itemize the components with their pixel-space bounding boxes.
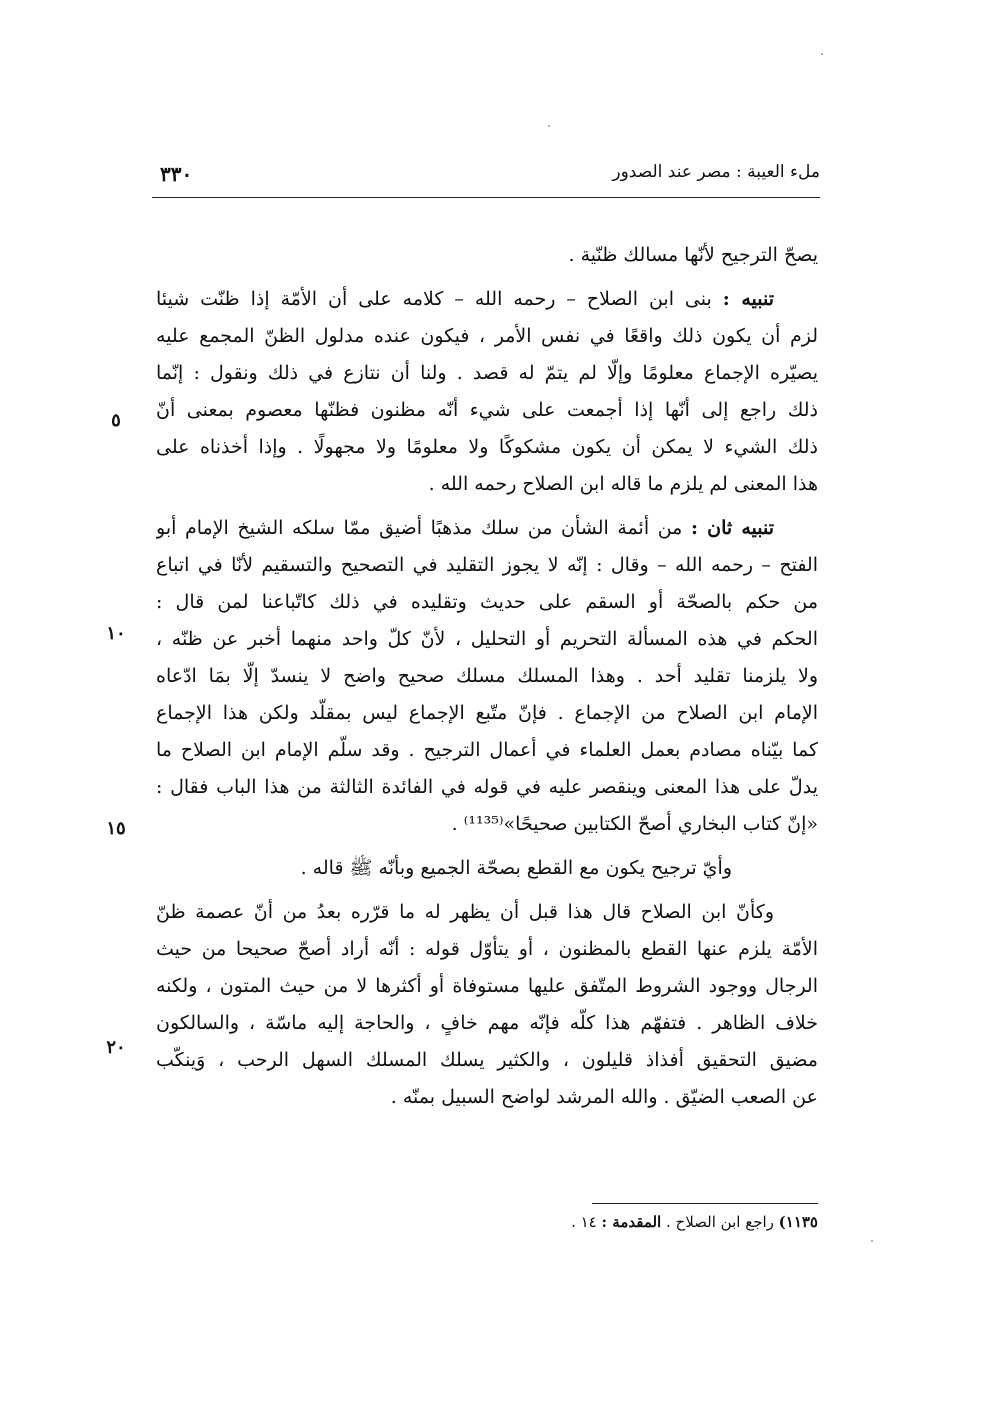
line-text: لزم أن يكون ذلك واقعًا في نفس الأمر ، فيكون عنده مدلول الظنّ المجمع عليه: [156, 325, 818, 347]
text-line: [156, 621, 818, 658]
running-header: [160, 162, 820, 188]
line-text: وكأنّ ابن الصلاح قال هذا قبل أن يظهر له ما قرّره بعدُ من أنّ عصمة ظنّ: [156, 901, 774, 923]
line-text: يدلّ على هذا المعنى وينقصر عليه في قوله في الفائدة الثالثة من هذا الباب فقال :: [156, 776, 818, 798]
text-line: [156, 1005, 818, 1042]
paragraph-gap: [156, 503, 818, 510]
text-line: [156, 894, 818, 931]
line-text: الأمّة يلزم عنها القطع بالمظنون ، أو يتأوّل قوله : أنّه أراد أصحّ صحيحا من حيث: [156, 938, 818, 960]
line-text: كما بيّناه مصادم بعمل العلماء في أعمال الترجيح . وقد سلّم الإمام ابن الصلاح ما: [156, 739, 818, 761]
line-text: وأيّ ترجيح يكون مع القطع بصحّة الجميع وبأنّه ﷺ قاله .: [300, 857, 732, 879]
text-line: [156, 392, 818, 429]
footnote-text: راجع ابن الصلاح .: [661, 1213, 779, 1231]
line-text: عن الصعب الضيّق . والله المرشد لواضح السبيل بمنّه .: [390, 1086, 818, 1108]
line-text: يصحّ الترجيح لأنّها مسالك ظنّية .: [568, 244, 818, 266]
text-line: [156, 658, 818, 695]
line-text: هذا المعنى لم يلزم ما قاله ابن الصلاح رحمه الله .: [428, 473, 818, 495]
line-text: الإمام ابن الصلاح من الإجماع . فإنّ متّبع الإجماع ليس بمقلّد ولكن هذا الإجماع: [156, 702, 818, 724]
text-line: [156, 510, 818, 547]
line-text: من حكم بالصحّة أو السقم على حديث وتقليده في ذلك كاتّباعنا لمن قال :: [156, 591, 818, 613]
line-text: ذلك راجع إلى أنّها إذا أجمعت على شيء أنّه مظنون فظنّها معصوم بمعنى أنّ: [156, 399, 818, 421]
line-text: ذلك الشيء لا يمكن أن يكون مشكوكًا ولا معلومًا ولا مجهولًا . وإذا أخذناه على: [156, 436, 818, 458]
text-line: [156, 1042, 818, 1079]
text-line: [156, 769, 818, 806]
note-label: تنبيه ثان :: [690, 517, 774, 539]
line-text: من أئمة الشأن من سلك مذهبًا أضيق ممّا سلكه الشيخ الإمام أبو: [156, 517, 691, 539]
note-label: تنبيه :: [722, 288, 774, 310]
line-text: ولا يلزمنا تقليد أحد . وهذا المسلك مسلك صحيح واضح لا ينسدّ إلّا بمَا ادّعاه: [156, 665, 818, 687]
line-text: الحكم في هذه المسألة التحريم أو التحليل ، لأنّ كلّ واحد منهما أخبر عن ظنّه ،: [156, 628, 818, 650]
line-text: يصيّره الإجماع معلومًا وإلّا لم يتمّ له قصد . ولنا أن نتازع في ذلك ونقول : إنّما: [156, 362, 818, 384]
line-number-5: ٥: [111, 410, 121, 431]
line-text: «إنّ كتاب البخاري أصحّ الكتابين صحيحًا»⁽¹¹³⁵⁾ .: [451, 813, 818, 835]
page-number: ٣٣٠: [160, 162, 193, 186]
footnote-rule: [592, 1203, 818, 1204]
header-title: ملء العيبة : مصر عند الصدور: [612, 162, 820, 182]
text-line: [156, 806, 818, 843]
text-line: [156, 584, 818, 621]
line-number-10: ١٠: [106, 623, 126, 644]
text-line: [156, 850, 818, 887]
line-number-20: ٢٠: [106, 1037, 126, 1058]
line-text: الفتح – رحمه الله – وقال : إنّه لا يجوز التقليد في التصحيح والتسقيم لأنّا في اتباع: [156, 554, 818, 576]
text-line: [156, 281, 818, 318]
line-text: مضيق التحقيق أفذاذ قليلون ، والكثير يسلك المسلك السهل الرحب ، وَينكّب: [156, 1049, 818, 1071]
line-text: خلاف الظاهر . فتفهّم هذا كلّه فإنّه مهم خافٍ ، والحاجة إليه ماسّة ، والسالكون: [156, 1012, 818, 1034]
text-line: [156, 968, 818, 1005]
text-line: [156, 318, 818, 355]
text-line: [156, 355, 818, 392]
text-line: [156, 429, 818, 466]
line-number-15: ١٥: [106, 818, 126, 839]
paragraph-gap: [156, 887, 818, 894]
footnote-number: ١١٣٥): [778, 1213, 818, 1231]
paragraph-gap: [156, 274, 818, 281]
footnote-page: ١٤ .: [571, 1213, 602, 1231]
line-text: بنى ابن الصلاح – رحمه الله – كلامه على أن الأمّة إذا ظنّت شيئا: [156, 288, 723, 310]
paragraph-gap: [156, 843, 818, 850]
text-line: [156, 695, 818, 732]
text-line: [156, 466, 818, 503]
main-text: [156, 237, 818, 1116]
text-line: [156, 237, 818, 274]
footnote: [571, 1213, 818, 1231]
header-rule: [152, 197, 820, 198]
text-line: [156, 732, 818, 769]
text-line: [156, 547, 818, 584]
scan-speck: [821, 53, 823, 55]
scan-speck: [548, 125, 550, 127]
footnote-reference: المقدمة :: [601, 1213, 662, 1231]
text-line: [156, 931, 818, 968]
line-text: الرجال ووجود الشروط المتّفق عليها مستوفاة أو أكثرها لا من حيث المتون ، ولكنه: [156, 975, 818, 997]
scan-speck: [871, 1240, 873, 1242]
text-line: [156, 1079, 818, 1116]
